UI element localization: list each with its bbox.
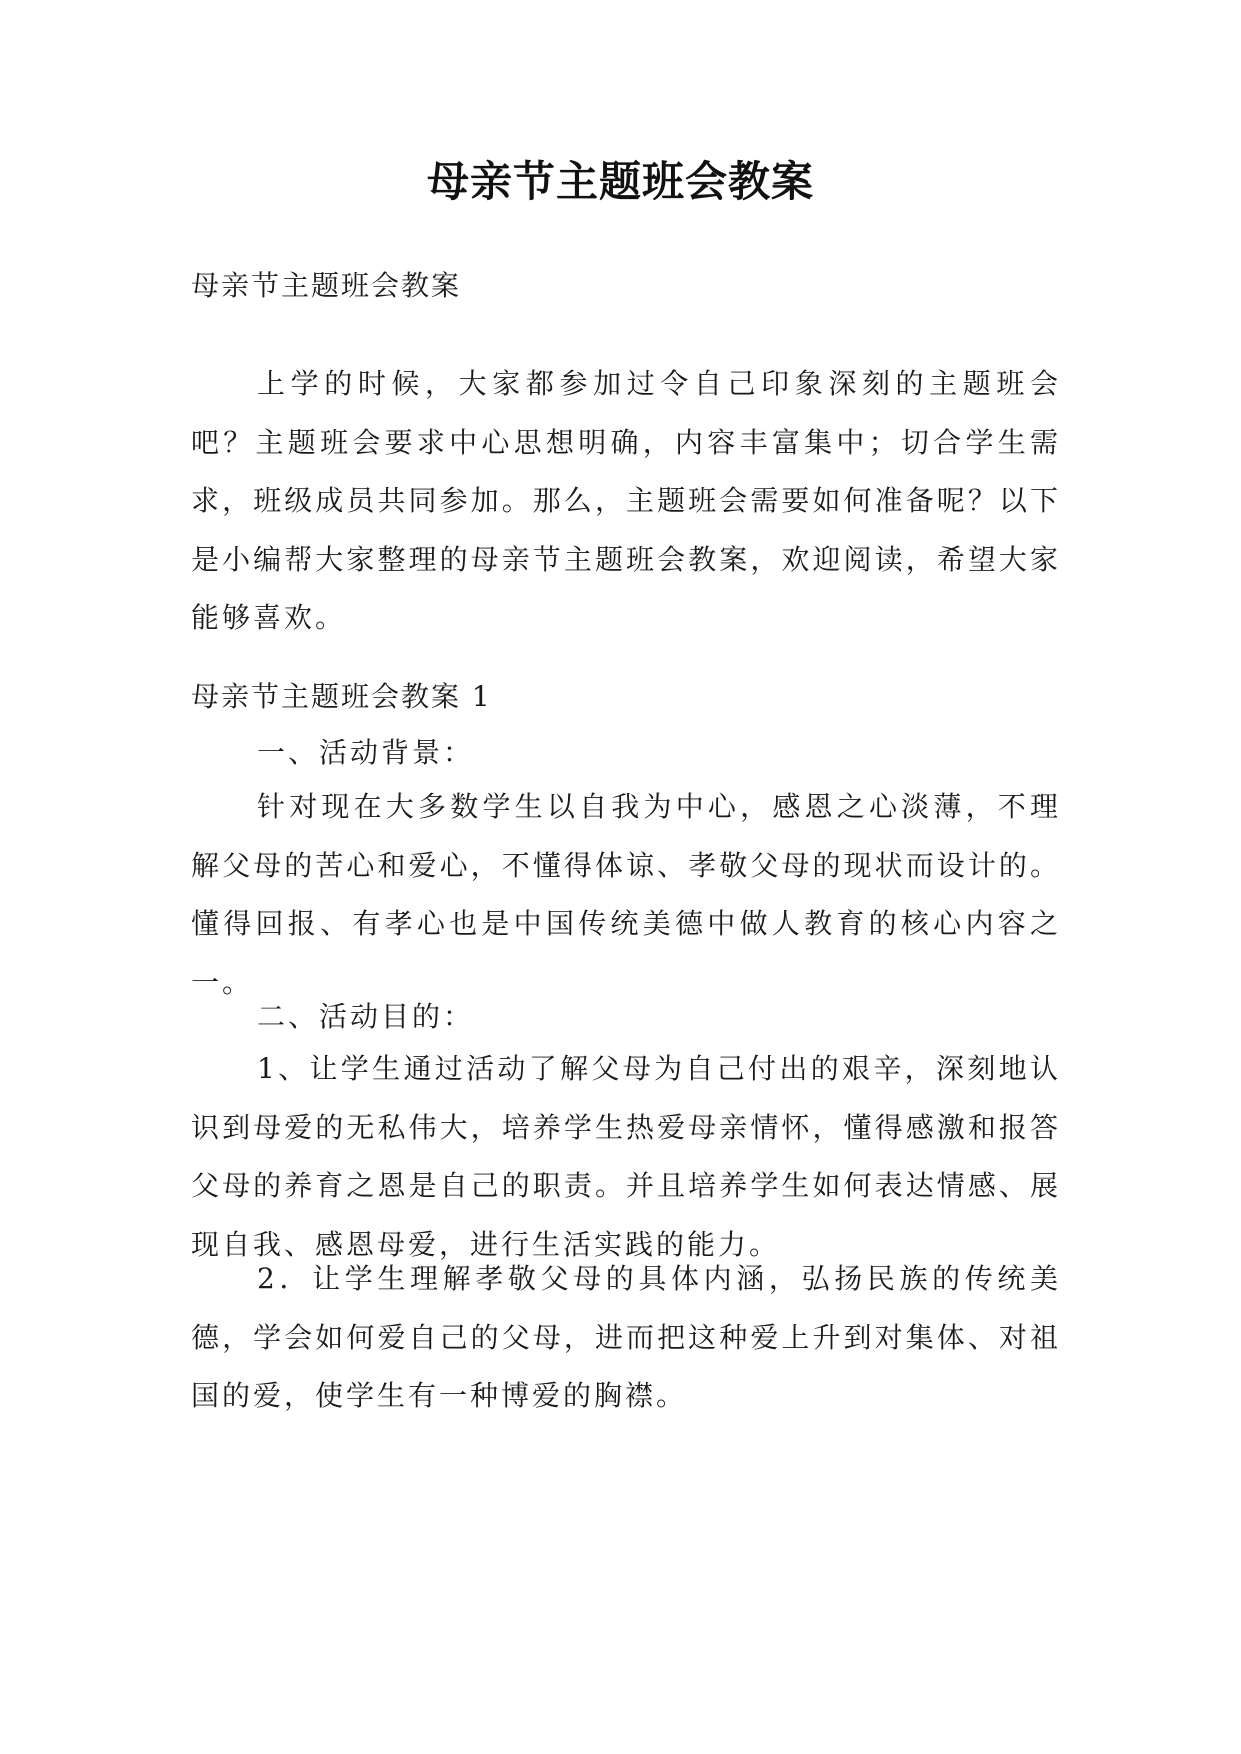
purpose-item-2: 2．让学生理解孝敬父母的具体内涵，弘扬民族的传统美德，学会如何爱自己的父母，进而把这种爱上升到对集体、对祖国的爱，使学生有一种博爱的胸襟。 bbox=[191, 1262, 1061, 1412]
background-heading: 一、活动背景： bbox=[257, 736, 475, 769]
purpose-heading: 二、活动目的： bbox=[257, 1000, 475, 1033]
purpose-item-1: 1、让学生通过活动了解父母为自己付出的艰辛，深刻地认识到母爱的无私伟大，培养学生热爱母亲情怀，懂得感激和报答父母的养育之恩是自己的职责。并且培养学生如何表达情感、展现自我、感恩母爱，进行生活实践的能力。 bbox=[191, 1052, 1061, 1261]
background-paragraph: 针对现在大多数学生以自我为中心，感恩之心淡薄，不理解父母的苦心和爱心，不懂得体谅、孝敬父母的现状而设计的。懂得回报、有孝心也是中国传统美德中做人教育的核心内容之一。 bbox=[191, 790, 1061, 999]
section-title: 母亲节主题班会教案 1 bbox=[191, 680, 492, 713]
document-subtitle: 母亲节主题班会教案 bbox=[191, 269, 462, 302]
document-title: 母亲节主题班会教案 bbox=[426, 157, 814, 206]
intro-paragraph: 上学的时候，大家都参加过令自己印象深刻的主题班会吧？主题班会要求中心思想明确，内容丰富集中；切合学生需求，班级成员共同参加。那么，主题班会需要如何准备呢？以下是小编帮大家整理的母亲节主题班会教案，欢迎阅读，希望大家能够喜欢。 bbox=[191, 367, 1061, 634]
